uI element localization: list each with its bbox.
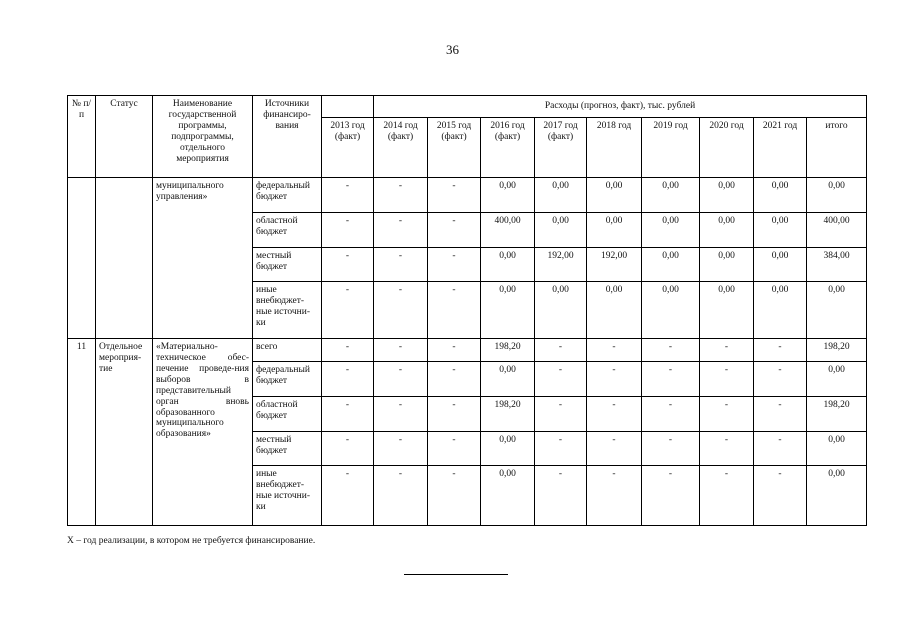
expense-value: 384,00 (807, 248, 867, 282)
expense-value: 0,00 (481, 282, 535, 339)
footnote: Х – год реализации, в котором не требуется финансирование. (67, 536, 316, 546)
expense-value: - (428, 282, 481, 339)
year-header: 2017 год (факт) (535, 118, 587, 178)
row-number: 11 (68, 339, 96, 526)
expense-value: 0,00 (807, 432, 867, 466)
expense-value: 400,00 (807, 213, 867, 248)
expense-value: - (374, 213, 428, 248)
year-header: 2020 год (700, 118, 754, 178)
expense-value: 192,00 (535, 248, 587, 282)
year-header: 2018 год (587, 118, 642, 178)
expense-value: 192,00 (587, 248, 642, 282)
expense-value: 198,20 (481, 339, 535, 362)
expense-value: - (535, 362, 587, 397)
expense-value: - (642, 339, 700, 362)
header-blank (322, 96, 374, 118)
funding-source: иные внебюджет-ные источни-ки (253, 282, 322, 339)
expense-value: 0,00 (642, 248, 700, 282)
expense-value: 400,00 (481, 213, 535, 248)
expense-value: - (374, 339, 428, 362)
status-cell: Отдельное мероприя-тие (96, 339, 153, 526)
expense-value: - (428, 178, 481, 213)
header-sources: Источники финансиро-вания (253, 96, 322, 178)
expense-value: 0,00 (700, 213, 754, 248)
page-number: 36 (446, 42, 459, 57)
expense-value: 0,00 (642, 282, 700, 339)
expense-value: - (754, 466, 807, 526)
funding-source: федеральный бюджет (253, 362, 322, 397)
header-name: Наименование государственной программы, подпрограммы, отдельного мероприятия (153, 96, 253, 178)
expense-value: - (428, 339, 481, 362)
expense-value: - (587, 339, 642, 362)
expense-value: 0,00 (700, 282, 754, 339)
expense-value: 0,00 (481, 362, 535, 397)
footnote-divider (404, 574, 508, 575)
header-expenses: Расходы (прогноз, факт), тыс. рублей (374, 96, 867, 118)
expense-value: - (322, 178, 374, 213)
expense-value: - (322, 397, 374, 432)
expense-value: - (322, 282, 374, 339)
expense-value: 0,00 (807, 466, 867, 526)
expense-value: 0,00 (587, 213, 642, 248)
expense-value: 0,00 (642, 213, 700, 248)
year-header: 2014 год (факт) (374, 118, 428, 178)
expense-value: - (374, 397, 428, 432)
expense-value: - (535, 339, 587, 362)
expense-value: - (700, 339, 754, 362)
expense-value: 0,00 (807, 282, 867, 339)
expense-value: - (374, 466, 428, 526)
expense-value: 0,00 (481, 466, 535, 526)
expense-value: - (587, 362, 642, 397)
expense-value: 0,00 (807, 178, 867, 213)
program-name: муниципального управления» (153, 178, 253, 339)
expense-value: - (322, 248, 374, 282)
expense-value: - (322, 213, 374, 248)
expense-value: 0,00 (481, 248, 535, 282)
expense-value: 0,00 (807, 362, 867, 397)
year-header: 2019 год (642, 118, 700, 178)
expense-value: 198,20 (481, 397, 535, 432)
expense-value: - (428, 248, 481, 282)
expense-value: - (754, 397, 807, 432)
funding-source: областной бюджет (253, 397, 322, 432)
expense-value: - (754, 362, 807, 397)
expense-value: - (374, 178, 428, 213)
status-cell (96, 178, 153, 339)
table-row (68, 339, 867, 362)
budget-table (67, 95, 867, 526)
expense-value: 0,00 (700, 178, 754, 213)
expense-value: - (374, 282, 428, 339)
expense-value: 198,20 (807, 397, 867, 432)
expense-value: - (642, 362, 700, 397)
expense-value: 0,00 (481, 432, 535, 466)
expense-value: 0,00 (642, 178, 700, 213)
expense-value: - (322, 432, 374, 466)
funding-source: федеральный бюджет (253, 178, 322, 213)
expense-value: - (428, 397, 481, 432)
expense-value: 0,00 (587, 282, 642, 339)
expense-value: - (374, 362, 428, 397)
header-num: № п/п (68, 96, 96, 178)
expense-value: - (322, 339, 374, 362)
year-header: 2021 год (754, 118, 807, 178)
expense-value: 0,00 (754, 213, 807, 248)
expense-value: - (642, 466, 700, 526)
expense-value: - (428, 213, 481, 248)
expense-value: - (322, 362, 374, 397)
expense-value: 198,20 (807, 339, 867, 362)
expense-value: 0,00 (535, 213, 587, 248)
expense-value: 0,00 (754, 178, 807, 213)
expense-value: 0,00 (481, 178, 535, 213)
expense-value: 0,00 (587, 178, 642, 213)
funding-source: иные внебюджет-ные источни-ки (253, 466, 322, 526)
table-row (68, 178, 867, 213)
expense-value: - (642, 432, 700, 466)
expense-value: - (754, 432, 807, 466)
expense-value: - (322, 466, 374, 526)
expense-value: - (587, 432, 642, 466)
header-status: Статус (96, 96, 153, 178)
expense-value: - (587, 466, 642, 526)
funding-source: местный бюджет (253, 248, 322, 282)
expense-value: - (535, 397, 587, 432)
expense-value: 0,00 (754, 282, 807, 339)
expense-value: - (700, 362, 754, 397)
expense-value: - (700, 466, 754, 526)
funding-source: областной бюджет (253, 213, 322, 248)
expense-value: - (428, 432, 481, 466)
expense-value: - (642, 397, 700, 432)
expense-value: 0,00 (754, 248, 807, 282)
year-header: 2015 год (факт) (428, 118, 481, 178)
expense-value: - (587, 397, 642, 432)
expense-value: - (535, 466, 587, 526)
funding-source: всего (253, 339, 322, 362)
expense-value: 0,00 (700, 248, 754, 282)
year-header: 2016 год (факт) (481, 118, 535, 178)
expense-value: - (754, 339, 807, 362)
row-number (68, 178, 96, 339)
year-header: 2013 год (факт) (322, 118, 374, 178)
year-header: итого (807, 118, 867, 178)
expense-value: 0,00 (535, 178, 587, 213)
funding-source: местный бюджет (253, 432, 322, 466)
expense-value: - (428, 466, 481, 526)
expense-value: - (374, 248, 428, 282)
expense-value: - (700, 432, 754, 466)
expense-value: 0,00 (535, 282, 587, 339)
expense-value: - (428, 362, 481, 397)
expense-value: - (535, 432, 587, 466)
expense-value: - (700, 397, 754, 432)
program-name: «Материально-техническое обес-печение проведе-ния выборов в представительный орган вновь образованного муниципального образования» (153, 339, 253, 526)
expense-value: - (374, 432, 428, 466)
